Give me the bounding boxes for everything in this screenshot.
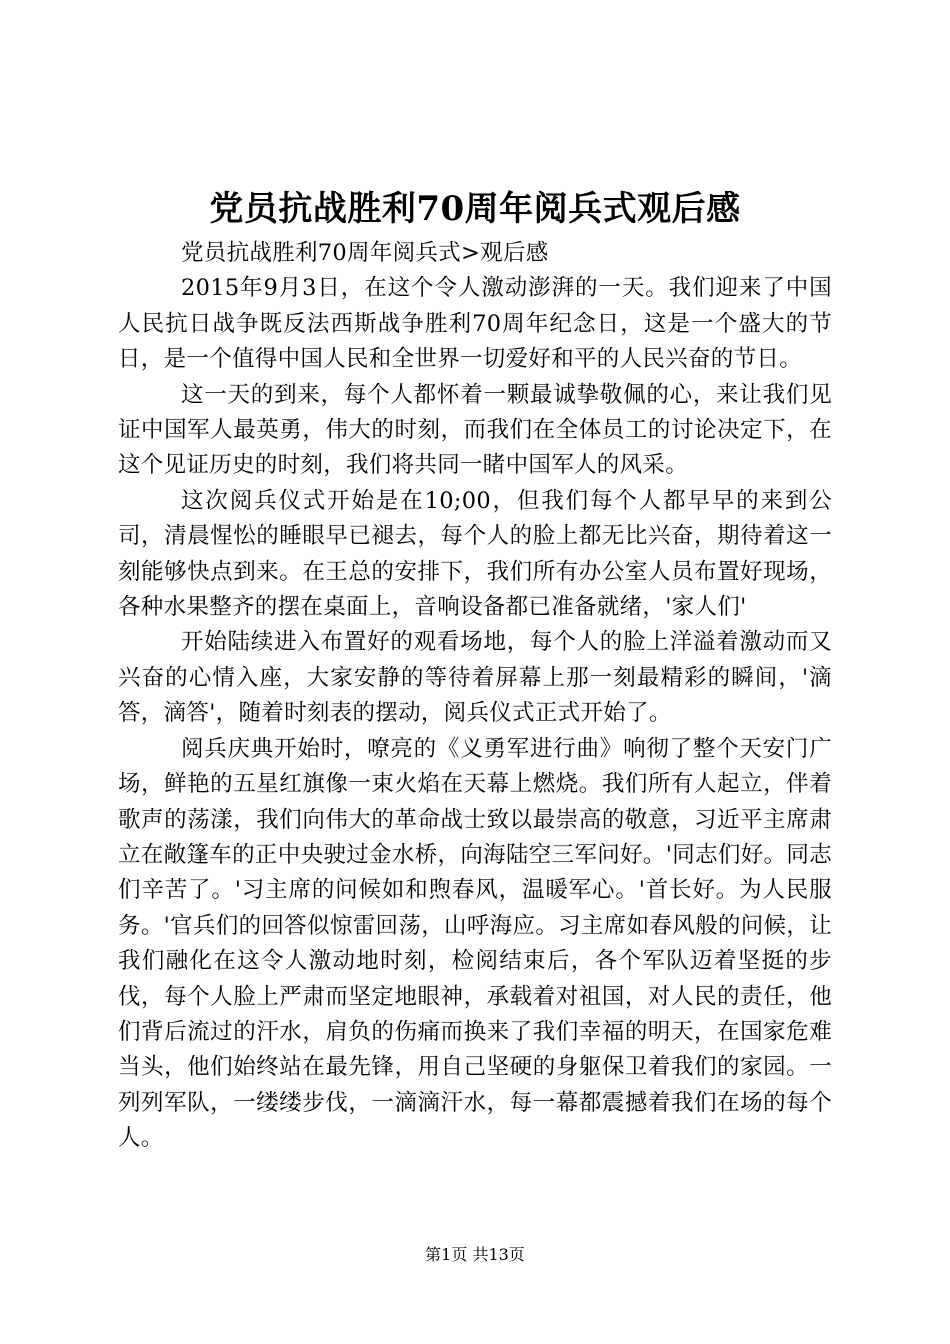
paragraph: 这次阅兵仪式开始是在10;00，但我们每个人都早早的来到公司，清晨惺忪的睡眼早已褪去，每个人的脸上都无比兴奋，期待着这一刻能够快点到来。在王总的安排下，我们所有办公室人员布置好现场，各种水果整齐的摆在桌面上，音响设备都已准备就绪，'家人们' [118,487,832,621]
paragraph: 开始陆续进入布置好的观看场地，每个人的脸上洋溢着激动而又兴奋的心情入座，大家安静的等待着屏幕上那一刻最精彩的瞬间，'滴答，滴答'，随着时刻表的摆动，阅兵仪式正式开始了。 [118,629,832,727]
document-body [118,236,832,1157]
document-title: 党员抗战胜利70周年阅兵式观后感 [209,189,741,229]
paragraph: 2015年9月3日，在这个令人激动澎湃的一天。我们迎来了中国人民抗日战争既反法西斯战争胜利70周年纪念日，这是一个盛大的节日，是一个值得中国人民和全世界一切爱好和平的人民兴奋的节日。 [118,275,832,373]
paragraph-subtitle: 党员抗战胜利70周年阅兵式>观后感 [181,240,549,266]
paragraph: 阅兵庆典开始时，嘹亮的《义勇军进行曲》响彻了整个天安门广场，鲜艳的五星红旗像一束火焰在天幕上燃烧。我们所有人起立，伴着歌声的荡漾，我们向伟大的革命战士致以最崇高的敬意，习近平主席肃立在敞篷车的正中央驶过金水桥，向海陆空三军问好。'同志们好。同志们辛苦了。'习主席的问候如和煦春风，温暖军心。'首长好。为人民服务。'官兵们的回答似惊雷回荡，山呼海应。习主席如春风般的问候，让我们融化在这令人激动地时刻，检阅结束后，各个军队迈着坚挺的步伐，每个人脸上严肃而坚定地眼神，承载着对祖国，对人民的责任，他们背后流过的汗水，肩负的伤痛而换来了我们幸福的明天，在国家危难当头，他们始终站在最先锋，用自己坚硬的身躯保卫着我们的家园。一列列军队，一缕缕步伐，一滴滴汗水，每一幕都震撼着我们在场的每个人。 [118,735,832,1152]
page-number-footer: 第1页 共13页 [425,1245,525,1264]
paragraph: 这一天的到来，每个人都怀着一颗最诚挚敬佩的心，来让我们见证中国军人最英勇，伟大的时刻，而我们在全体员工的讨论决定下，在这个见证历史的时刻，我们将共同一睹中国军人的风采。 [118,381,832,479]
